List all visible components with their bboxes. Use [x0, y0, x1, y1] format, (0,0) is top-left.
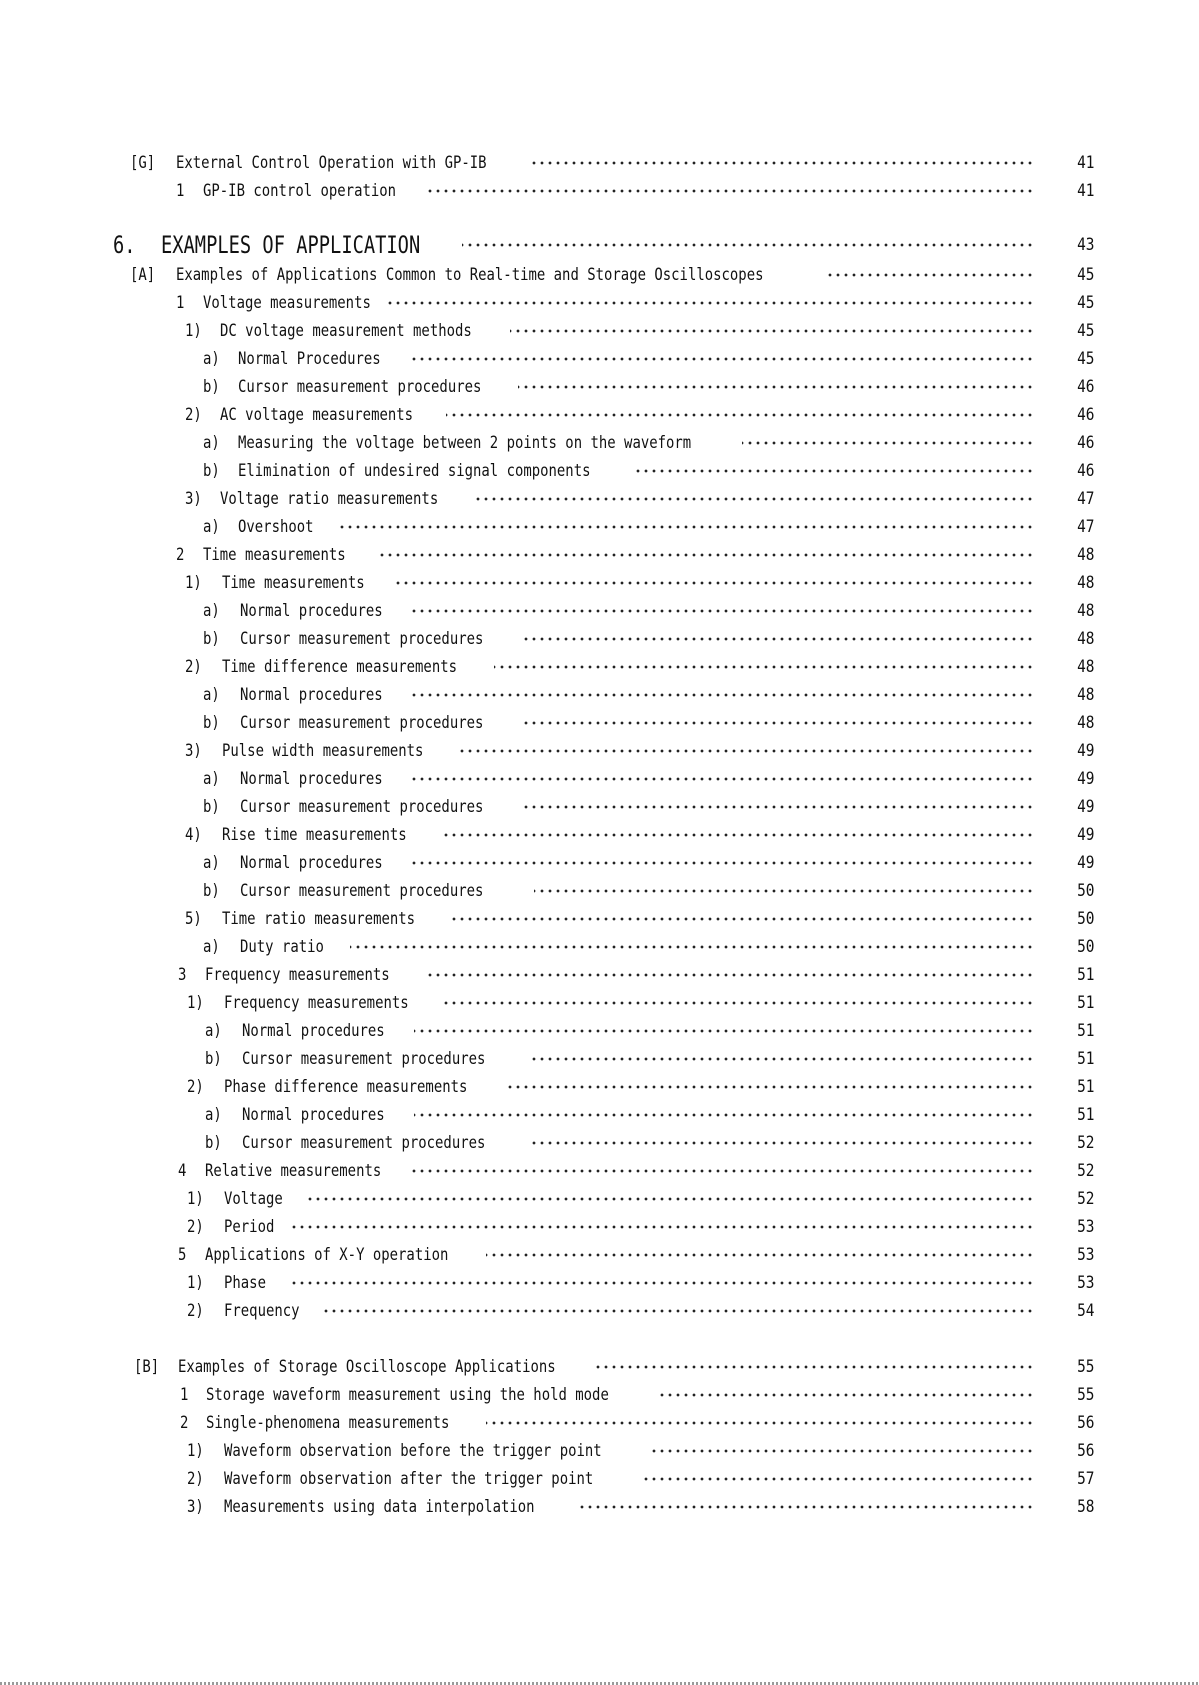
entry-label: b) [203, 881, 220, 901]
leader-dots [446, 402, 1034, 428]
toc-entry [0, 430, 1199, 456]
entry-title: Phase [224, 1273, 266, 1293]
entry-label: [G] [130, 153, 156, 173]
entry-title: Applications of X-Y operation [205, 1245, 449, 1265]
leader-dots [412, 766, 1034, 792]
toc-entry [0, 486, 1199, 512]
leader-dots [412, 850, 1034, 876]
entry-page: 53 [1076, 1217, 1094, 1237]
entry-title: Time measurements [222, 573, 365, 593]
entry-title: Waveform observation before the trigger point [224, 1441, 602, 1461]
toc-entry [0, 822, 1199, 848]
entry-title: Storage waveform measurement using the hold mode [206, 1385, 609, 1405]
leader-dots [306, 1186, 1034, 1212]
entry-title: Examples of Applications Common to Real-time and Storage Oscilloscopes [176, 265, 764, 285]
entry-page: 45 [1076, 349, 1094, 369]
entry-page: 45 [1076, 321, 1094, 341]
leader-dots [656, 1382, 1034, 1408]
leader-dots [532, 1130, 1034, 1156]
entry-page: 58 [1076, 1497, 1094, 1517]
entry-page: 48 [1076, 573, 1094, 593]
toc-entry [0, 458, 1199, 484]
entry-title: Voltage measurements [203, 293, 371, 313]
toc-section-entry [0, 1354, 1199, 1380]
toc-entry [0, 850, 1199, 876]
entry-page: 49 [1076, 853, 1094, 873]
toc-entry [0, 1270, 1199, 1296]
entry-title: AC voltage measurements [220, 405, 414, 425]
entry-page: 49 [1076, 769, 1094, 789]
entry-page: 51 [1076, 1105, 1094, 1125]
entry-label: b) [205, 1049, 222, 1069]
entry-label: 5) [185, 909, 202, 929]
toc-entry [0, 1186, 1199, 1212]
entry-label: 2 [180, 1413, 189, 1433]
entry-page: 50 [1076, 937, 1094, 957]
leader-dots [826, 262, 1034, 288]
entry-label: 2) [187, 1077, 204, 1097]
entry-title: Voltage ratio measurements [220, 489, 439, 509]
leader-dots [424, 962, 1034, 988]
entry-title: Normal procedures [240, 853, 383, 873]
entry-title: Normal procedures [242, 1105, 385, 1125]
entry-title: Normal procedures [240, 685, 383, 705]
leader-dots [532, 1046, 1034, 1072]
leader-dots [458, 738, 1034, 764]
leader-dots [520, 626, 1034, 652]
toc-entry [0, 1242, 1199, 1268]
leader-dots [414, 1018, 1034, 1044]
entry-title: Cursor measurement procedures [240, 629, 484, 649]
entry-label: 2) [187, 1301, 204, 1321]
toc-entry [0, 1410, 1199, 1436]
entry-page: 45 [1076, 293, 1094, 313]
toc-entry [0, 1298, 1199, 1324]
entry-title: Cursor measurement procedures [240, 881, 484, 901]
toc-entry [0, 738, 1199, 764]
entry-page: 51 [1076, 965, 1094, 985]
entry-title: Cursor measurement procedures [240, 797, 484, 817]
entry-title: External Control Operation with GP-IB [176, 153, 487, 173]
entry-page: 51 [1076, 1077, 1094, 1097]
leader-dots [442, 990, 1034, 1016]
toc-entry [0, 1102, 1199, 1128]
entry-page: 51 [1076, 993, 1094, 1013]
leader-dots [462, 232, 1034, 258]
entry-title: Duty ratio [240, 937, 324, 957]
entry-label: a) [203, 601, 220, 621]
leader-dots [642, 1466, 1034, 1492]
toc-entry [0, 542, 1199, 568]
toc-entry [0, 1130, 1199, 1156]
entry-page: 52 [1076, 1189, 1094, 1209]
entry-title: Measuring the voltage between 2 points on the waveform [238, 433, 692, 453]
entry-label: 3) [187, 1497, 204, 1517]
entry-title: Frequency [224, 1301, 300, 1321]
toc-section-entry [0, 262, 1199, 288]
entry-label: a) [203, 517, 220, 537]
entry-title: EXAMPLES OF APPLICATION [161, 231, 421, 259]
entry-label: a) [205, 1021, 222, 1041]
toc-entry [0, 990, 1199, 1016]
toc-entry [0, 1074, 1199, 1100]
entry-page: 52 [1076, 1133, 1094, 1153]
toc-entry [0, 766, 1199, 792]
entry-page: 51 [1076, 1021, 1094, 1041]
leader-dots [414, 1102, 1034, 1128]
toc-entry [0, 906, 1199, 932]
toc-entry [0, 1438, 1199, 1464]
entry-page: 41 [1076, 181, 1094, 201]
toc-entry [0, 710, 1199, 736]
entry-title: GP-IB control operation [203, 181, 397, 201]
toc-entry [0, 570, 1199, 596]
entry-page: 56 [1076, 1441, 1094, 1461]
leader-dots [578, 1494, 1034, 1520]
entry-label: 3) [185, 489, 202, 509]
entry-label: 1 [176, 293, 185, 313]
entry-page: 53 [1076, 1245, 1094, 1265]
entry-title: Single-phenomena measurements [206, 1413, 450, 1433]
leader-dots [322, 1298, 1034, 1324]
entry-label: b) [203, 797, 220, 817]
toc-entry [0, 878, 1199, 904]
entry-label: 5 [178, 1245, 187, 1265]
entry-page: 46 [1076, 405, 1094, 425]
toc-chapter-entry [0, 232, 1199, 258]
entry-title: Rise time measurements [222, 825, 407, 845]
leader-dots [650, 1438, 1034, 1464]
entry-page: 43 [1076, 235, 1094, 255]
entry-page: 48 [1076, 657, 1094, 677]
entry-title: Normal procedures [240, 601, 383, 621]
entry-page: 48 [1076, 713, 1094, 733]
leader-dots [534, 878, 1034, 904]
entry-title: Voltage [224, 1189, 283, 1209]
entry-page: 50 [1076, 909, 1094, 929]
leader-dots [494, 654, 1034, 680]
leader-dots [518, 374, 1034, 400]
entry-title: Frequency measurements [205, 965, 390, 985]
entry-page: 55 [1076, 1357, 1094, 1377]
entry-page: 41 [1076, 153, 1094, 173]
entry-label: 1) [187, 1189, 204, 1209]
entry-page: 54 [1076, 1301, 1094, 1321]
entry-label: a) [203, 769, 220, 789]
entry-label: a) [203, 685, 220, 705]
entry-page: 49 [1076, 825, 1094, 845]
entry-label: b) [203, 377, 220, 397]
toc-entry [0, 626, 1199, 652]
entry-page: 48 [1076, 685, 1094, 705]
entry-title: Overshoot [238, 517, 314, 537]
entry-label: 1) [187, 1273, 204, 1293]
entry-title: Relative measurements [205, 1161, 382, 1181]
entry-title: Waveform observation after the trigger point [224, 1469, 594, 1489]
toc-entry [0, 1158, 1199, 1184]
toc-section-entry [0, 150, 1199, 176]
entry-title: Phase difference measurements [224, 1077, 468, 1097]
leader-dots [530, 150, 1034, 176]
toc-entry [0, 178, 1199, 204]
leader-dots [426, 178, 1034, 204]
leader-dots [486, 1242, 1034, 1268]
entry-title: Cursor measurement procedures [242, 1133, 486, 1153]
entry-label: [A] [130, 265, 156, 285]
entry-label: b) [203, 713, 220, 733]
leader-dots [636, 458, 1034, 484]
toc-entry [0, 1382, 1199, 1408]
toc-entry [0, 514, 1199, 540]
toc-entry [0, 682, 1199, 708]
toc-entry [0, 402, 1199, 428]
entry-label: a) [203, 937, 220, 957]
leader-dots [412, 1158, 1034, 1184]
leader-dots [486, 1410, 1034, 1436]
toc-entry [0, 346, 1199, 372]
entry-label: a) [203, 349, 220, 369]
leader-dots [338, 514, 1034, 540]
entry-title: Normal procedures [242, 1021, 385, 1041]
toc-entry [0, 1494, 1199, 1520]
leader-dots [474, 486, 1034, 512]
entry-page: 46 [1076, 433, 1094, 453]
entry-title: Time measurements [203, 545, 346, 565]
leader-dots [440, 822, 1034, 848]
entry-title: Elimination of undesired signal components [238, 461, 591, 481]
leader-dots [594, 1354, 1034, 1380]
entry-page: 48 [1076, 545, 1094, 565]
entry-label: b) [203, 629, 220, 649]
entry-title: Cursor measurement procedures [238, 377, 482, 397]
leader-dots [412, 346, 1034, 372]
leader-dots [412, 682, 1034, 708]
toc-entry [0, 598, 1199, 624]
entry-label: 6. [113, 231, 136, 259]
leader-dots [504, 1074, 1034, 1100]
toc-entry [0, 1214, 1199, 1240]
entry-label: 4 [178, 1161, 187, 1181]
entry-title: Period [224, 1217, 275, 1237]
entry-page: 47 [1076, 489, 1094, 509]
entry-page: 49 [1076, 797, 1094, 817]
entry-label: 4) [185, 825, 202, 845]
entry-label: 2 [176, 545, 185, 565]
entry-page: 51 [1076, 1049, 1094, 1069]
entry-page: 46 [1076, 377, 1094, 397]
leader-dots [520, 710, 1034, 736]
entry-page: 47 [1076, 517, 1094, 537]
entry-page: 57 [1076, 1469, 1094, 1489]
leader-dots [742, 430, 1034, 456]
toc-entry [0, 374, 1199, 400]
entry-title: Normal procedures [240, 769, 383, 789]
leader-dots [376, 542, 1034, 568]
entry-title: Cursor measurement procedures [240, 713, 484, 733]
toc-entry [0, 318, 1199, 344]
entry-title: Examples of Storage Oscilloscope Applications [178, 1357, 556, 1377]
leader-dots [520, 794, 1034, 820]
entry-page: 52 [1076, 1161, 1094, 1181]
leader-dots [394, 570, 1034, 596]
leader-dots [510, 318, 1034, 344]
entry-page: 48 [1076, 601, 1094, 621]
entry-title: Cursor measurement procedures [242, 1049, 486, 1069]
entry-label: 1) [185, 321, 202, 341]
entry-label: 2) [185, 405, 202, 425]
leader-dots [290, 1214, 1034, 1240]
entry-title: Pulse width measurements [222, 741, 424, 761]
entry-label: 3) [185, 741, 202, 761]
entry-label: 1 [180, 1385, 189, 1405]
entry-page: 45 [1076, 265, 1094, 285]
leader-dots [450, 906, 1034, 932]
entry-label: a) [205, 1105, 222, 1125]
leader-dots [386, 290, 1034, 316]
entry-title: DC voltage measurement methods [220, 321, 472, 341]
entry-page: 56 [1076, 1413, 1094, 1433]
entry-page: 50 [1076, 881, 1094, 901]
entry-page: 55 [1076, 1385, 1094, 1405]
leader-dots [290, 1270, 1034, 1296]
toc-entry [0, 934, 1199, 960]
entry-title: Time ratio measurements [222, 909, 416, 929]
entry-label: 2) [187, 1469, 204, 1489]
entry-title: Frequency measurements [224, 993, 409, 1013]
toc-entry [0, 962, 1199, 988]
entry-label: a) [203, 853, 220, 873]
entry-page: 46 [1076, 461, 1094, 481]
leader-dots [412, 598, 1034, 624]
entry-label: 3 [178, 965, 187, 985]
entry-page: 53 [1076, 1273, 1094, 1293]
entry-title: Normal Procedures [238, 349, 381, 369]
entry-label: 1) [187, 1441, 204, 1461]
entry-page: 49 [1076, 741, 1094, 761]
entry-label: 1 [176, 181, 185, 201]
entry-title: Time difference measurements [222, 657, 457, 677]
entry-label: a) [203, 433, 220, 453]
entry-label: 2) [185, 657, 202, 677]
entry-page: 48 [1076, 629, 1094, 649]
entry-title: Measurements using data interpolation [224, 1497, 535, 1517]
entry-label: 1) [187, 993, 204, 1013]
toc-entry [0, 1018, 1199, 1044]
entry-label: 2) [187, 1217, 204, 1237]
entry-label: b) [203, 461, 220, 481]
toc-entry [0, 794, 1199, 820]
leader-dots [350, 934, 1034, 960]
toc-entry [0, 654, 1199, 680]
toc-entry [0, 290, 1199, 316]
entry-label: 1) [185, 573, 202, 593]
toc-entry [0, 1466, 1199, 1492]
entry-label: [B] [134, 1357, 160, 1377]
toc-entry [0, 1046, 1199, 1072]
entry-label: b) [205, 1133, 222, 1153]
